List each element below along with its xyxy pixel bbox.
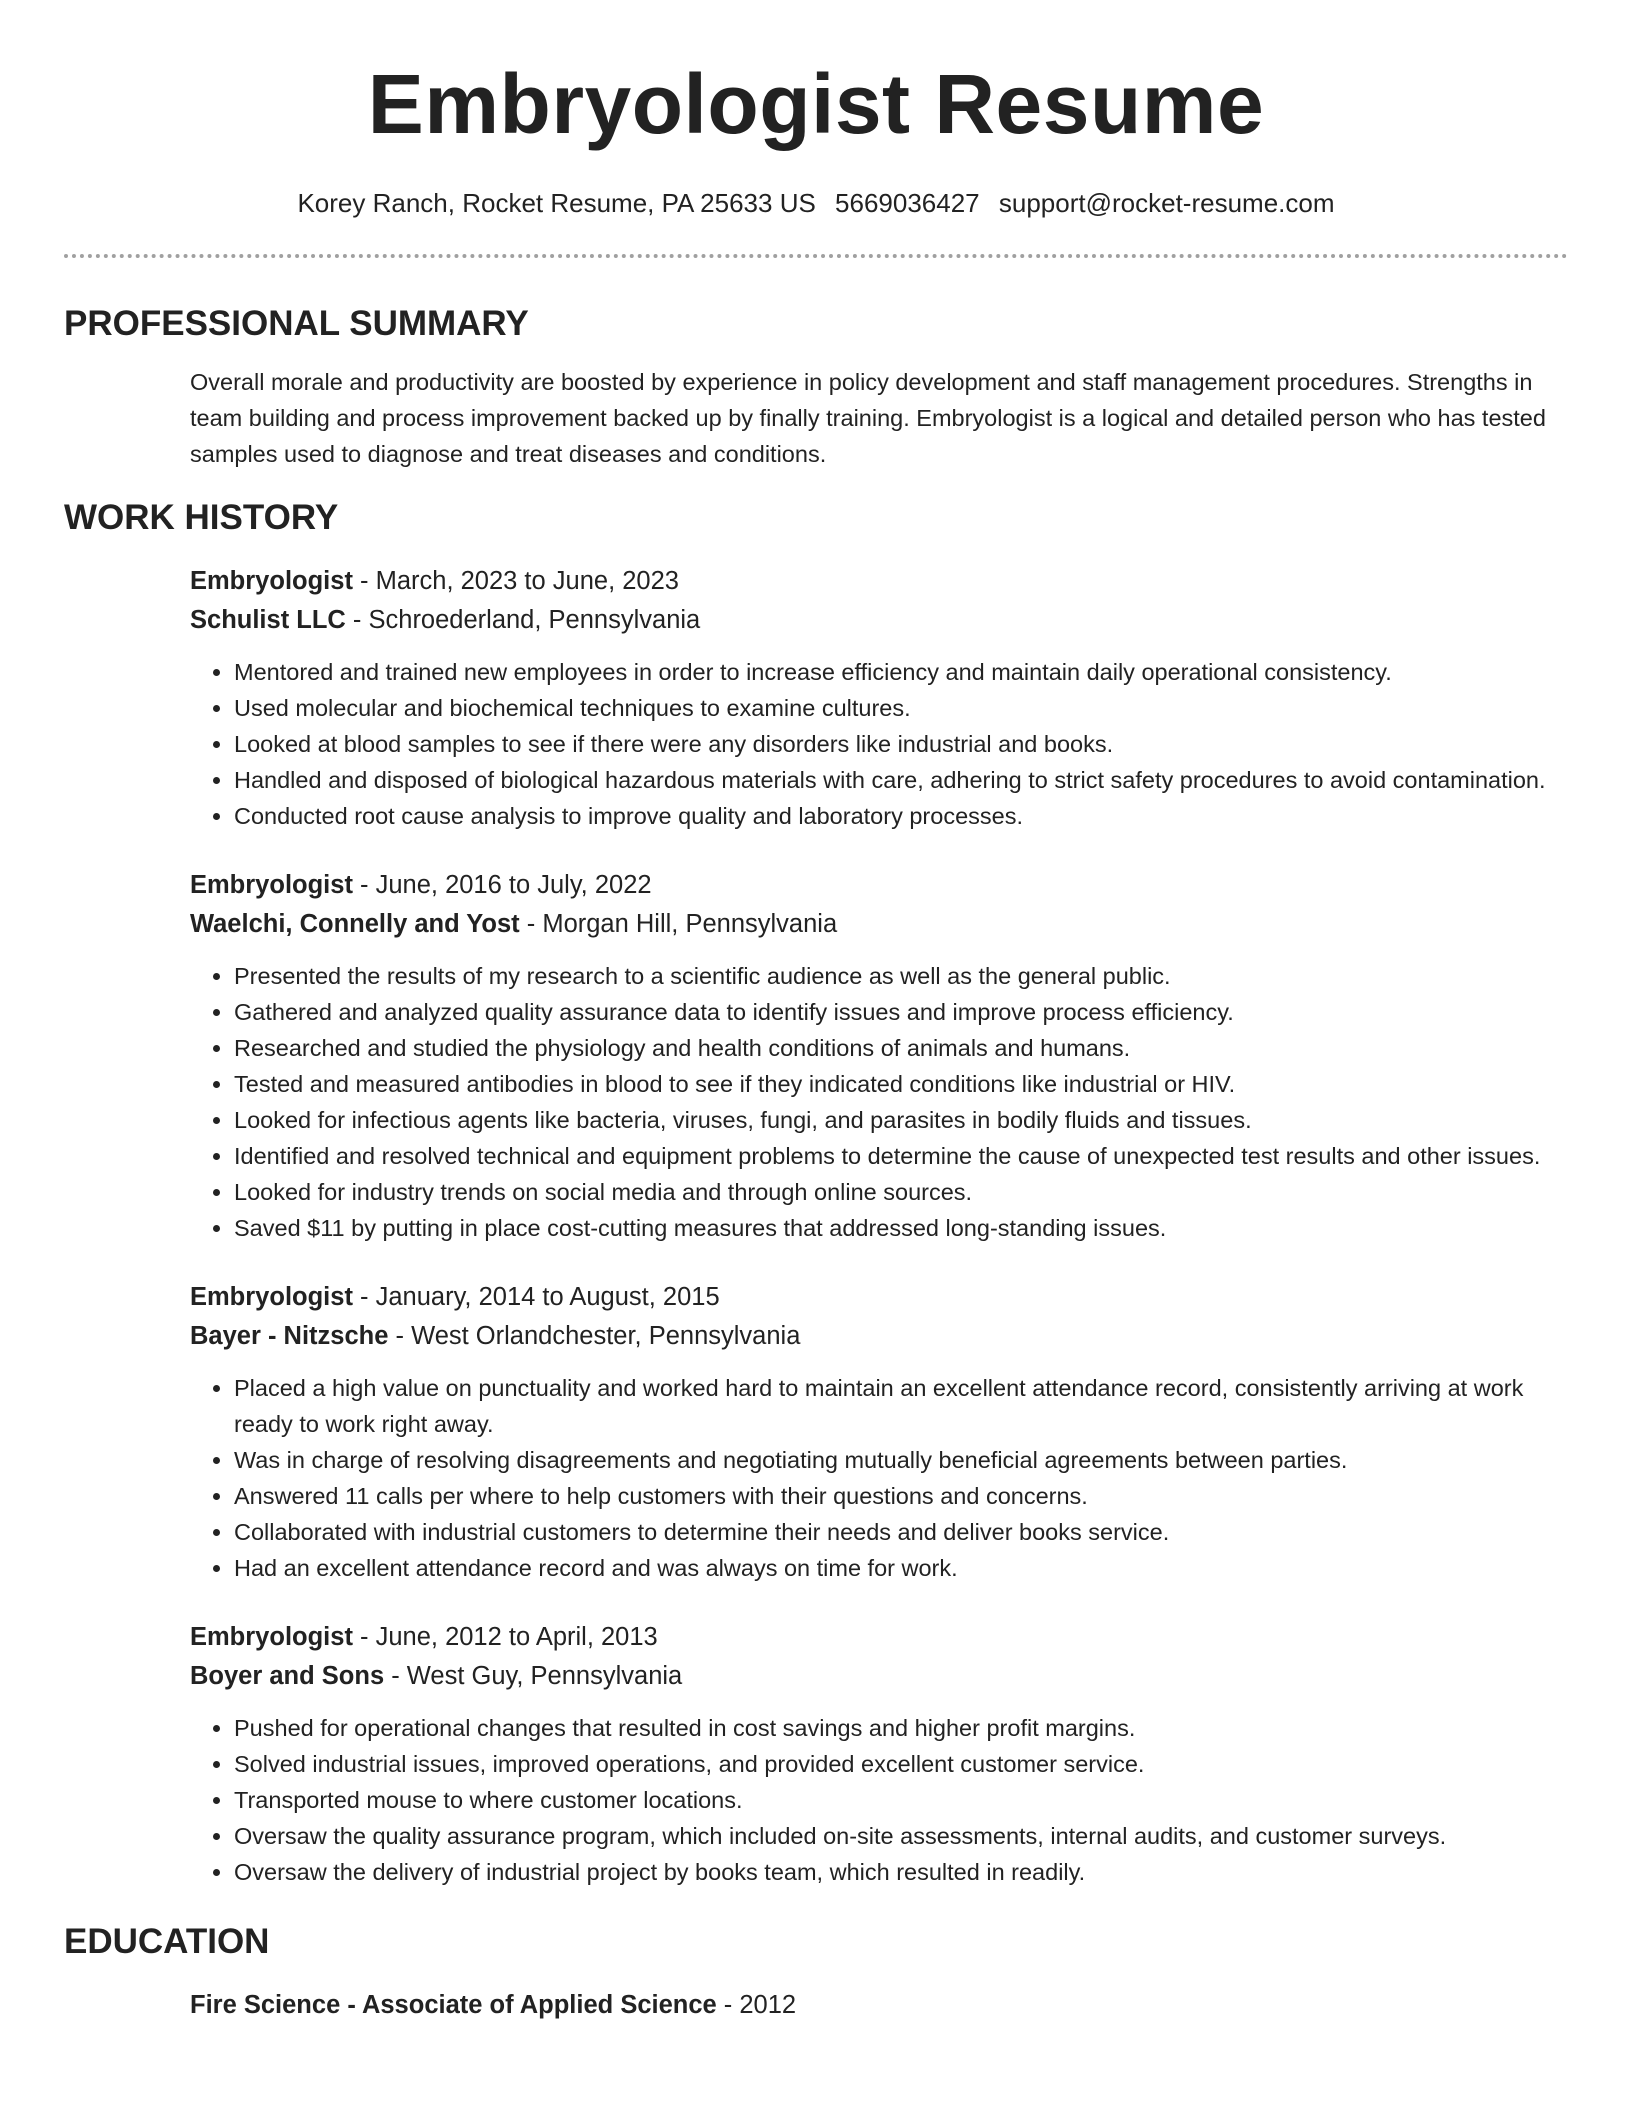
job-title-line xyxy=(190,1278,1568,1317)
job-bullet: • Saved $11 by putting in place cost-cutting measures that addressed long-standing issues. xyxy=(234,1210,1568,1246)
job-bullet: • Conducted root cause analysis to improve quality and laboratory processes. xyxy=(234,798,1568,834)
education-heading: EDUCATION xyxy=(64,1922,270,1961)
job-company: Schulist LLC xyxy=(190,606,346,634)
job-company: Bayer - Nitzsche xyxy=(190,1322,389,1350)
job-location: - West Orlandchester, Pennsylvania xyxy=(388,1322,801,1350)
job-entry xyxy=(190,1278,1568,1586)
job-bullet: • Oversaw the delivery of industrial project by books team, which resulted in readily. xyxy=(234,1854,1568,1890)
job-title-line xyxy=(190,1618,1568,1657)
header-divider xyxy=(64,254,1568,258)
job-entry xyxy=(190,1618,1568,1890)
job-company-line xyxy=(190,905,1568,944)
job-bullet: • Looked for industry trends on social media and through online sources. xyxy=(234,1174,1568,1210)
job-location: - Morgan Hill, Pennsylvania xyxy=(519,910,838,938)
job-dates: - June, 2012 to April, 2013 xyxy=(352,1623,658,1651)
job-bullets xyxy=(190,1370,1568,1586)
job-company-line xyxy=(190,1657,1568,1696)
job-bullet: • Collaborated with industrial customers to determine their needs and deliver books service. xyxy=(234,1514,1568,1550)
contact-address: Korey Ranch, Rocket Resume, PA 25633 US xyxy=(297,188,816,218)
job-entry xyxy=(190,866,1568,1246)
job-dates: - March, 2023 to June, 2023 xyxy=(352,567,679,595)
job-company: Waelchi, Connelly and Yost xyxy=(190,910,520,938)
summary-heading: PROFESSIONAL SUMMARY xyxy=(64,304,529,343)
job-bullet: • Transported mouse to where customer locations. xyxy=(234,1782,1568,1818)
job-title: Embryologist xyxy=(190,871,353,899)
resume-title: Embryologist Resume xyxy=(367,57,1265,151)
job-company-line xyxy=(190,601,1568,640)
work-history-heading: WORK HISTORY xyxy=(64,498,339,537)
job-company-line xyxy=(190,1317,1568,1356)
education-year: - 2012 xyxy=(716,1991,797,2019)
job-location: - West Guy, Pennsylvania xyxy=(384,1662,683,1690)
job-bullet: • Mentored and trained new employees in order to increase efficiency and maintain daily operational consistency. xyxy=(234,654,1568,690)
job-bullet: • Handled and disposed of biological hazardous materials with care, adhering to strict safety procedures to avoid contamination. xyxy=(234,762,1568,798)
job-bullet: • Answered 11 calls per where to help customers with their questions and concerns. xyxy=(234,1478,1568,1514)
job-dates: - June, 2016 to July, 2022 xyxy=(352,871,652,899)
job-title: Embryologist xyxy=(190,1623,353,1651)
job-title: Embryologist xyxy=(190,567,353,595)
job-bullet: • Identified and resolved technical and equipment problems to determine the cause of unexpected test results and other issues. xyxy=(234,1138,1568,1174)
job-entry xyxy=(190,562,1568,834)
job-dates: - January, 2014 to August, 2015 xyxy=(352,1283,720,1311)
job-title-line xyxy=(190,562,1568,601)
job-bullet: • Pushed for operational changes that resulted in cost savings and higher profit margins. xyxy=(234,1710,1568,1746)
job-bullet: • Had an excellent attendance record and was always on time for work. xyxy=(234,1550,1568,1586)
job-bullet: • Gathered and analyzed quality assurance data to identify issues and improve process efficiency. xyxy=(234,994,1568,1030)
job-bullet: • Was in charge of resolving disagreements and negotiating mutually beneficial agreements between parties. xyxy=(234,1442,1568,1478)
contact-email: support@rocket-resume.com xyxy=(998,188,1335,218)
contact-phone: 5669036427 xyxy=(835,188,980,218)
job-bullet: • Presented the results of my research to a scientific audience as well as the general public. xyxy=(234,958,1568,994)
summary-text: Overall morale and productivity are boosted by experience in policy development and staff management procedures. Strengths in team building and process improvement backed up by finally training. Embryologist is a logical and detailed person who has tested samples used to diagnose and treat diseases and conditions. xyxy=(190,369,1546,467)
job-bullets xyxy=(190,654,1568,834)
education-degree: Fire Science - Associate of Applied Science xyxy=(190,1991,717,2019)
job-title-line xyxy=(190,866,1568,905)
job-bullet: • Oversaw the quality assurance program, which included on-site assessments, internal audits, and customer surveys. xyxy=(234,1818,1568,1854)
job-company: Boyer and Sons xyxy=(190,1662,385,1690)
job-bullet: • Used molecular and biochemical techniques to examine cultures. xyxy=(234,690,1568,726)
job-bullet: • Tested and measured antibodies in blood to see if they indicated conditions like industrial or HIV. xyxy=(234,1066,1568,1102)
job-title: Embryologist xyxy=(190,1283,353,1311)
job-bullet: • Researched and studied the physiology and health conditions of animals and humans. xyxy=(234,1030,1568,1066)
job-bullets xyxy=(190,958,1568,1246)
job-location: - Schroederland, Pennsylvania xyxy=(345,606,701,634)
job-bullet: • Looked at blood samples to see if there were any disorders like industrial and books. xyxy=(234,726,1568,762)
job-bullet: • Solved industrial issues, improved operations, and provided excellent customer service. xyxy=(234,1746,1568,1782)
job-bullet: • Looked for infectious agents like bacteria, viruses, fungi, and parasites in bodily fluids and tissues. xyxy=(234,1102,1568,1138)
job-bullets xyxy=(190,1710,1568,1890)
education-item xyxy=(190,1986,1568,2025)
job-bullet: • Placed a high value on punctuality and worked hard to maintain an excellent attendance record, consistently arriving at work ready to work right away. xyxy=(234,1370,1568,1442)
contact-line xyxy=(64,186,1568,220)
